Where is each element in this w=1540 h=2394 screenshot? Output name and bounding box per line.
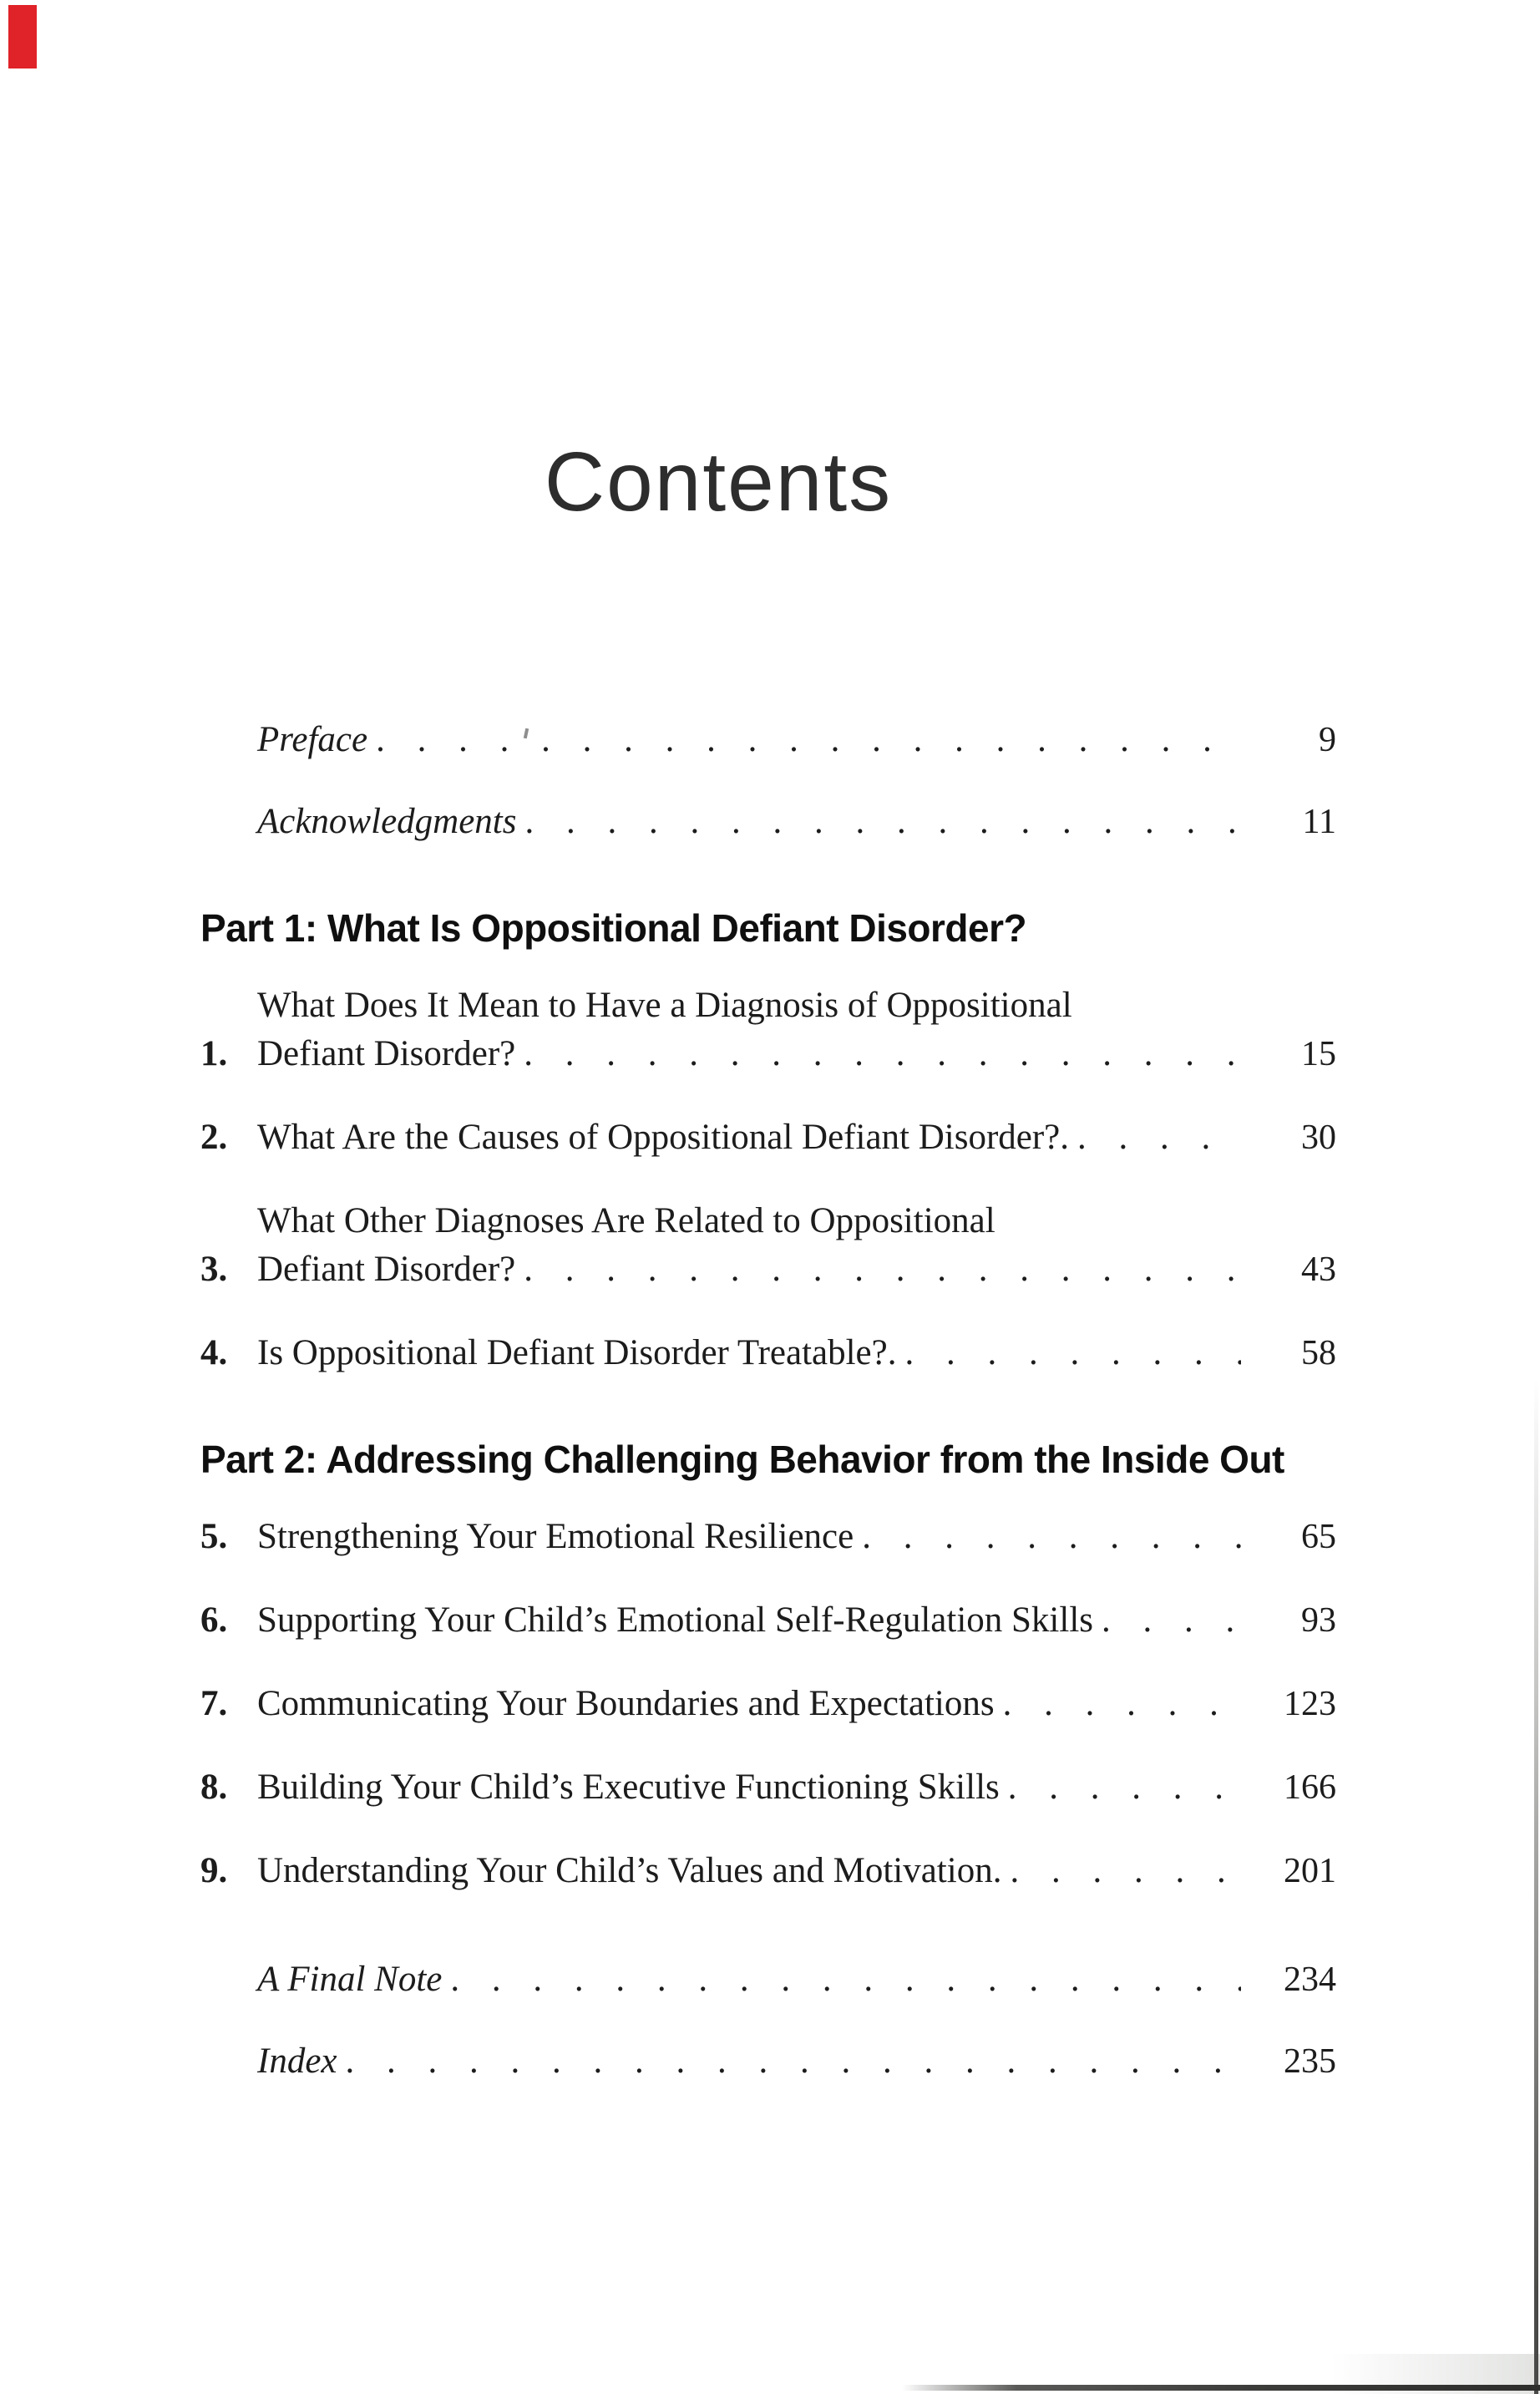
chapter-number: 4. [200,1333,228,1372]
front-matter-section [200,716,1336,846]
entry-page-number: 123 [1284,1685,1336,1723]
toc-entry-chapter-2 [200,1113,1336,1162]
entry-page-number: 235 [1284,2042,1336,2081]
dot-leader [1102,1596,1241,1645]
chapter-number: 3. [200,1250,228,1289]
toc-entry-chapter-1 [200,981,1336,1078]
entry-page-number: 9 [1319,721,1336,759]
dot-leader [1008,1763,1241,1812]
entry-page-number: 65 [1301,1518,1336,1556]
part-1-heading: Part 1: What Is Oppositional Defiant Disorder? [200,906,1027,950]
scan-right-edge-line [1534,1378,1538,2394]
part-2-heading: Part 2: Addressing Challenging Behavior from the Inside Out [200,1438,1284,1481]
toc-entry-chapter-6 [200,1596,1336,1645]
entry-title: Acknowledgments [257,802,517,841]
entry-title-line2: Defiant Disorder? [257,1034,516,1073]
toc-entry-chapter-7 [200,1680,1336,1728]
toc-entry-chapter-9 [200,1847,1336,1895]
part-2-section [200,1436,1336,1895]
dot-leader [524,1245,1241,1294]
dot-leader [346,2037,1242,2086]
entry-page-number: 166 [1284,1768,1336,1807]
dot-leader [524,798,1241,846]
chapter-number: 7. [200,1684,228,1723]
back-matter-section [200,1955,1336,2086]
dot-leader [524,1030,1241,1078]
entry-title: Understanding Your Child’s Values and Motivation. [257,1851,1002,1890]
entry-title: Building Your Child’s Executive Functioning Skills [257,1768,1000,1807]
dot-leader [1010,1847,1241,1895]
dot-leader [904,1329,1241,1377]
page-title: Contents [544,435,893,529]
toc-entry-chapter-4 [200,1329,1336,1377]
entry-page-number: 93 [1301,1601,1336,1640]
entry-page-number: 30 [1301,1118,1336,1157]
chapter-number: 2. [200,1118,228,1157]
contents-page [200,0,1336,2119]
chapter-number: 1. [200,1034,228,1073]
entry-title-line2: Defiant Disorder? [257,1250,516,1289]
entry-title: Index [257,2041,337,2081]
entry-page-number: 43 [1301,1250,1336,1289]
dot-leader [450,1955,1241,2004]
entry-page-number: 15 [1301,1035,1336,1073]
entry-title: Is Oppositional Defiant Disorder Treatable?. [257,1333,897,1372]
entry-page-number: 58 [1301,1334,1336,1372]
dot-leader [1003,1680,1241,1728]
entry-title: Supporting Your Child’s Emotional Self-Regulation Skills [257,1600,1094,1640]
dot-leader [862,1513,1241,1561]
chapter-number: 9. [200,1851,228,1890]
toc-entry-acknowledgments [200,798,1336,846]
entry-page-number: 11 [1302,803,1336,841]
chapter-number: 8. [200,1768,228,1807]
chapter-number: 5. [200,1517,228,1556]
entry-title: A Final Note [257,1960,443,1999]
dot-leader [1077,1113,1241,1162]
entry-title: Preface [257,720,368,759]
entry-title-line1: What Does It Mean to Have a Diagnosis of Oppositional [257,986,1072,1025]
toc-entry-chapter-5 [200,1513,1336,1561]
toc-entry-chapter-3 [200,1197,1336,1294]
toc-entry-final-note [200,1955,1336,2004]
entry-title: Strengthening Your Emotional Resilience [257,1517,854,1556]
entry-page-number: 201 [1284,1852,1336,1890]
entry-page-number: 234 [1284,1960,1336,1999]
scan-bottom-line [902,2385,1540,2391]
chapter-number: 6. [200,1600,228,1640]
part-1-section [200,905,1336,1377]
red-edge-mark [8,5,37,68]
toc-entry-preface [200,716,1336,764]
dot-leader [376,716,1241,764]
entry-title-line1: What Other Diagnoses Are Related to Oppositional [257,1201,995,1240]
entry-title: Communicating Your Boundaries and Expectations [257,1684,995,1723]
entry-title: What Are the Causes of Oppositional Defiant Disorder?. [257,1118,1070,1157]
toc-entry-index [200,2037,1336,2086]
toc-entry-chapter-8 [200,1763,1336,1812]
